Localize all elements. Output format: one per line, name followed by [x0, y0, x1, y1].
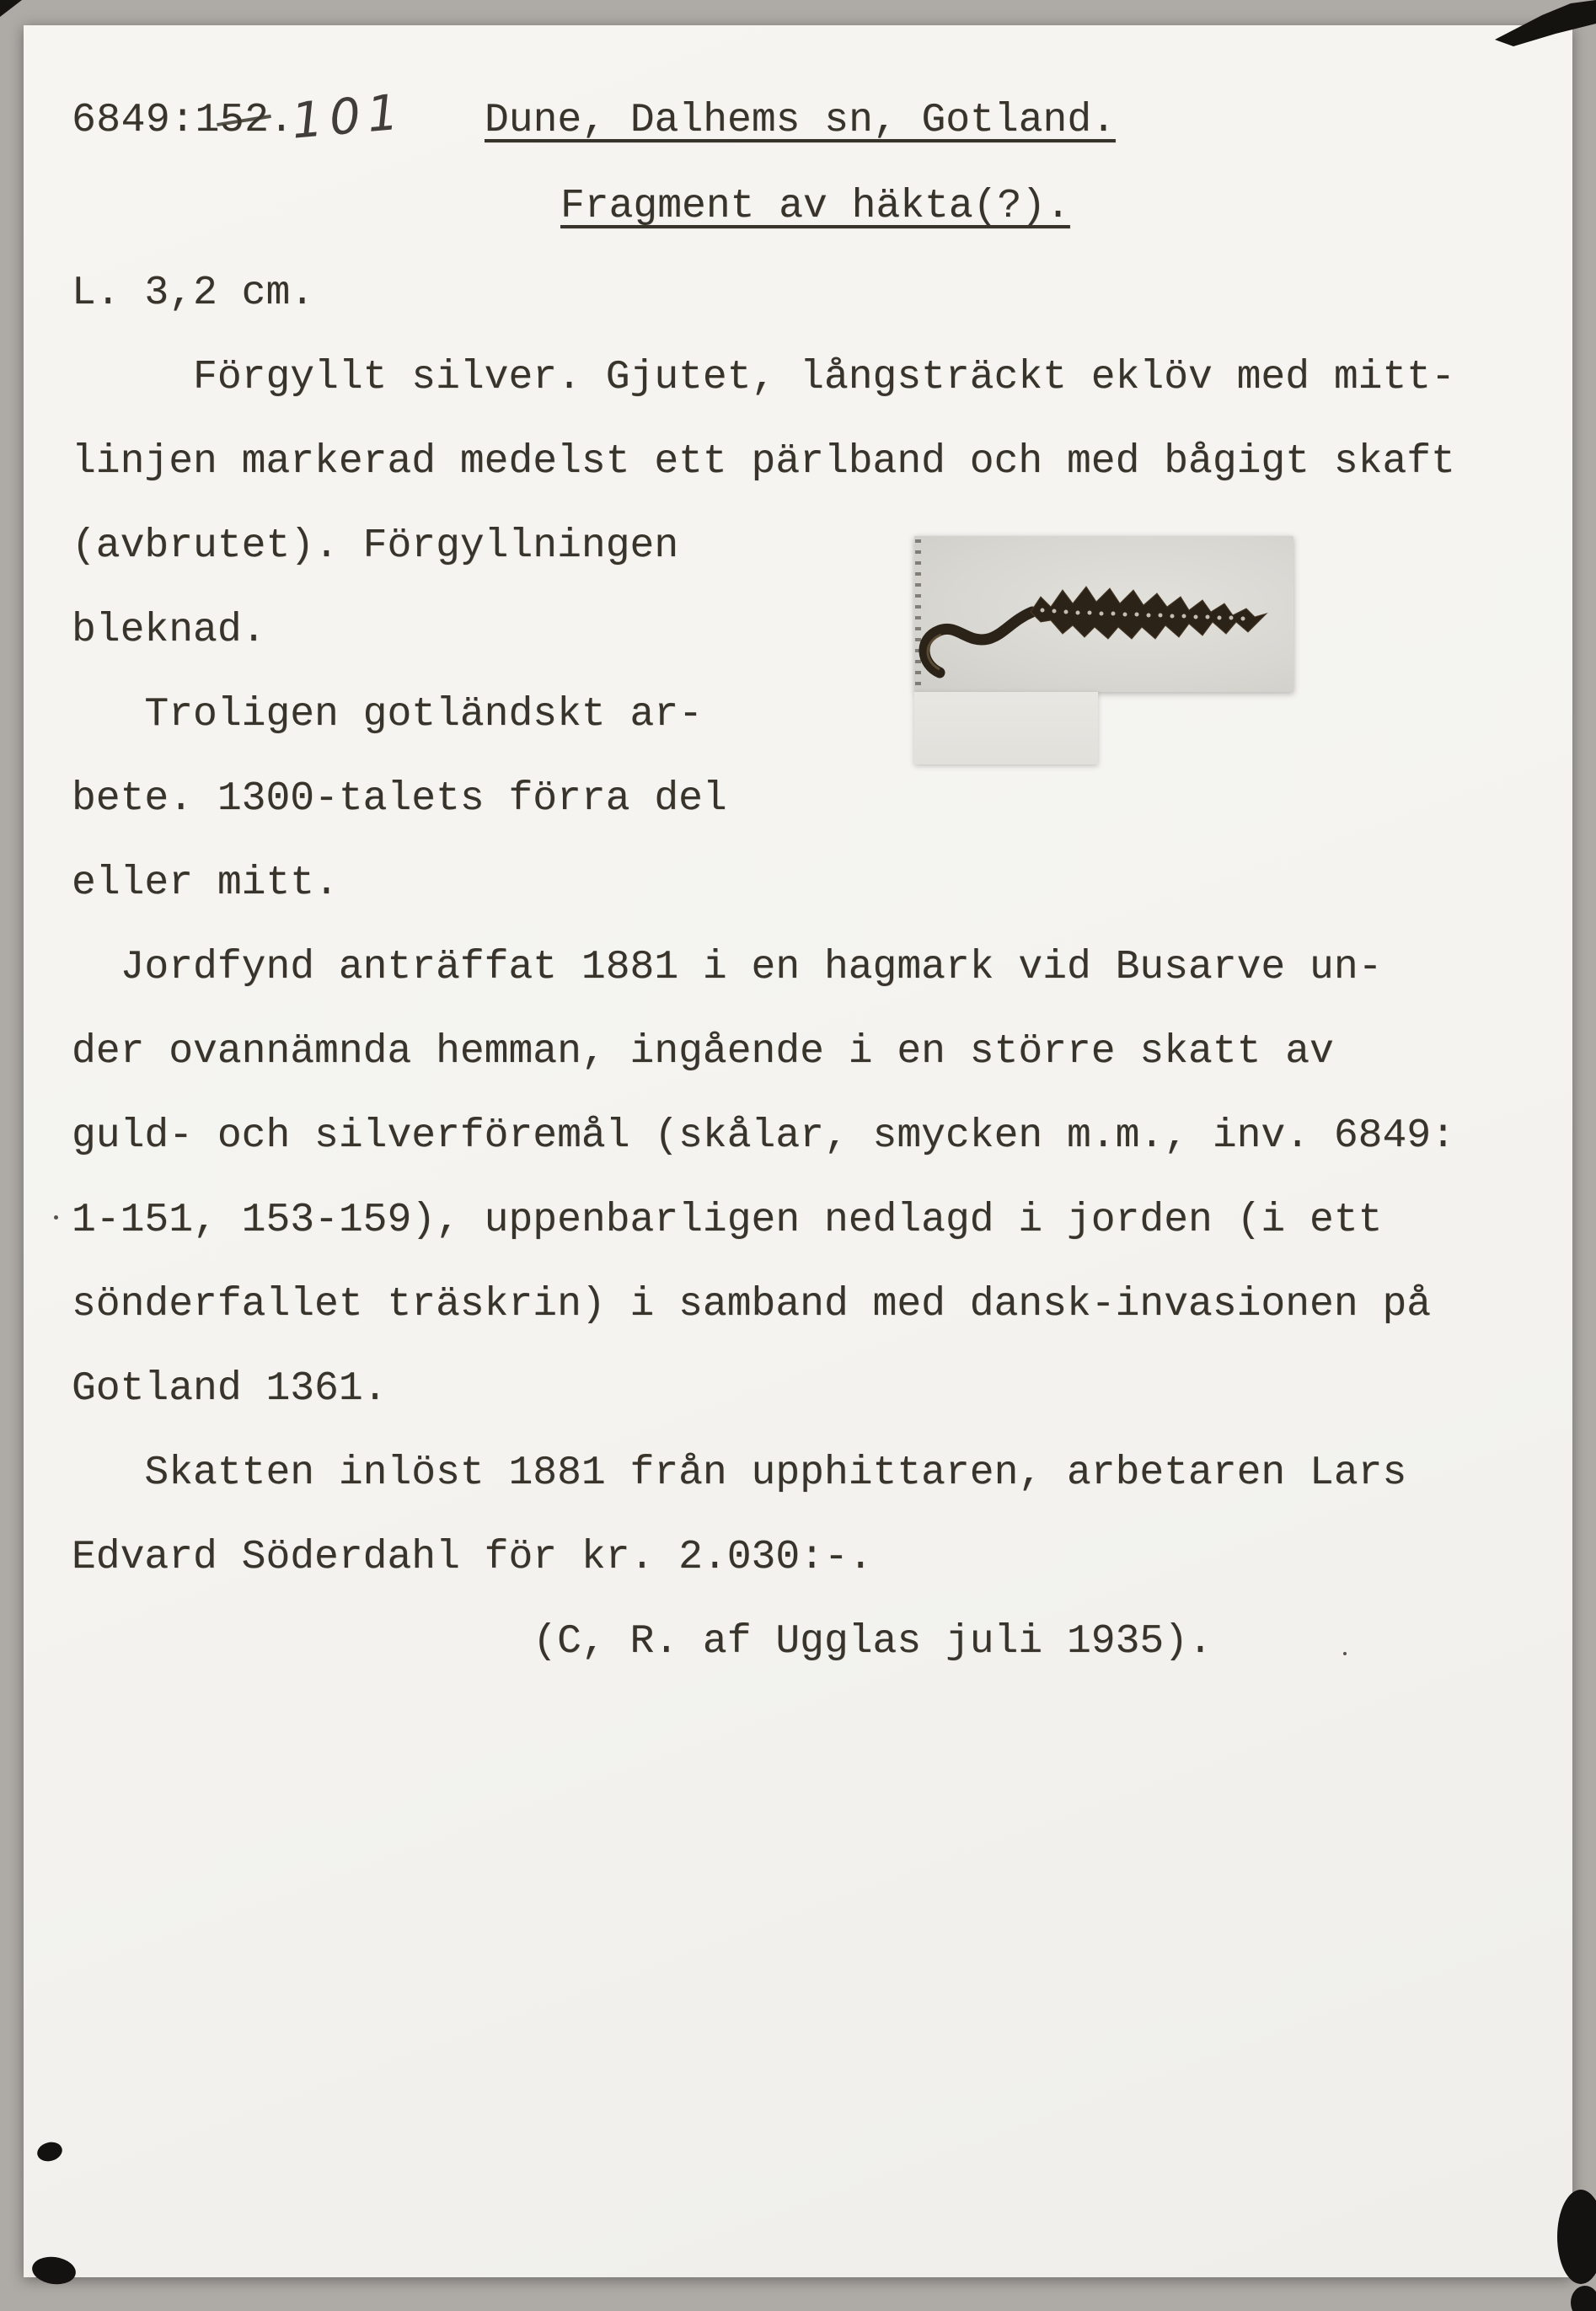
text-line: Gotland 1361.: [72, 1366, 388, 1412]
text-line: der ovannämnda hemman, ingående i en större skatt av: [72, 1029, 1334, 1075]
scan-artifact: [0, 0, 22, 17]
card-body: [72, 251, 1455, 1684]
text-line: sönderfallet träskrin) i samband med dansk-invasionen på: [72, 1282, 1432, 1327]
inventory-struck-digits: 52: [219, 98, 270, 143]
text-line: 1-151, 153-159), uppenbarligen nedlagd i jorden (i ett: [72, 1198, 1383, 1243]
text-line: L. 3,2 cm.: [72, 271, 315, 316]
scan-artifact: [1495, 0, 1596, 46]
card-subtitle: Fragment av häkta(?).: [560, 184, 1070, 229]
text-line: Troligen gotländskt ar-: [72, 692, 703, 737]
fragment-photo-lower: [914, 692, 1098, 764]
paper-speck: [54, 1215, 58, 1220]
inventory-number: [72, 98, 294, 143]
scan-artifact: [1571, 2286, 1596, 2311]
paper-speck: [1343, 1652, 1347, 1655]
inventory-suffix: .: [269, 98, 294, 143]
text-line: eller mitt.: [72, 861, 339, 906]
text-line: linjen markerad medelst ett pärlband och med bågigt skaft: [72, 439, 1455, 485]
handwritten-number: 101: [289, 83, 408, 150]
text-line: Skatten inlöst 1881 från upphittaren, arbetaren Lars: [72, 1450, 1407, 1496]
inventory-prefix: 6849:1: [72, 98, 220, 143]
text-line: (avbrutet). Förgyllningen: [72, 523, 679, 569]
fragment-photo: [914, 536, 1293, 692]
text-line: guld- och silverföremål (skålar, smycken m.m., inv. 6849:: [72, 1113, 1455, 1159]
text-line: Förgyllt silver. Gjutet, långsträckt eklöv med mitt-: [72, 355, 1455, 400]
text-line: Edvard Söderdahl för kr. 2.030:-.: [72, 1535, 873, 1580]
text-line: (C, R. af Ugglas juli 1935).: [72, 1619, 1213, 1665]
catalog-card: [24, 25, 1572, 2277]
oak-leaf-fragment-image: [914, 536, 1293, 692]
text-line: Jordfynd anträffat 1881 i en hagmark vid Busarve un-: [72, 945, 1383, 990]
text-line: bete. 1300-talets förra del: [72, 776, 727, 822]
card-title: Dune, Dalhems sn, Gotland.: [485, 98, 1116, 143]
text-line: bleknad.: [72, 608, 266, 653]
